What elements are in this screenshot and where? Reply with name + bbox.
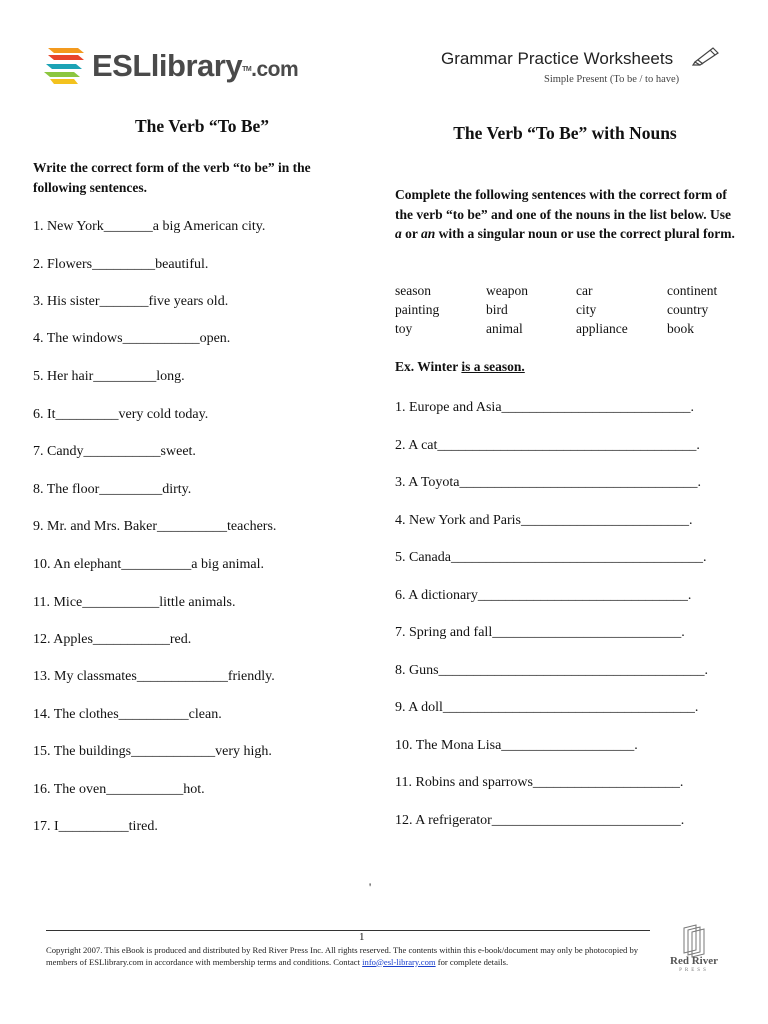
left-exercise-item: 16. The oven___________hot. [33, 782, 205, 797]
copyright-text-end: for complete details. [435, 956, 509, 967]
left-exercise-item: 4. The windows___________open. [33, 331, 231, 346]
instructions-text: Complete the following sentences with the correct form of the verb “to be” and one of the nouns in the list below. Use [395, 187, 732, 222]
left-section-title: The Verb “To Be” [134, 116, 270, 136]
books-stack-icon [44, 44, 88, 88]
left-exercise-item: 8. The floor_________dirty. [33, 482, 192, 497]
right-exercise-item: 5. Canada____________________________________. [395, 550, 707, 565]
right-exercise-item: 12. A refrigerator___________________________. [395, 813, 685, 828]
noun-option: weapon [486, 283, 528, 298]
contact-email-link[interactable]: info@esl-library.com [362, 956, 436, 967]
logo-text [92, 48, 298, 88]
noun-option: bird [486, 302, 508, 317]
right-exercise-item: 11. Robins and sparrows_____________________. [395, 775, 684, 790]
logo-trademark: TM [242, 66, 252, 73]
noun-option: continent [667, 283, 718, 298]
noun-option: car [576, 283, 593, 298]
logo-domain: .com [251, 58, 299, 81]
publisher-name: Red River [670, 955, 718, 967]
left-exercise-item: 9. Mr. and Mrs. Baker__________teachers. [33, 519, 277, 534]
left-exercise-item: 5. Her hair_________long. [33, 369, 185, 384]
noun-option: appliance [576, 321, 628, 336]
left-instructions: Write the correct form of the verb “to be” in the following sentences. [33, 160, 311, 195]
instructions-or: or [401, 226, 421, 241]
esl-library-logo [44, 44, 299, 92]
noun-option: toy [395, 321, 413, 336]
right-exercise-item: 10. The Mona Lisa___________________. [395, 738, 638, 753]
logo-wordmark: ESLlibrary [92, 48, 243, 83]
right-exercise-item: 4. New York and Paris________________________. [395, 513, 693, 528]
left-exercise-item: 15. The buildings____________very high. [33, 744, 272, 759]
left-exercise-item: 11. Mice___________little animals. [33, 595, 236, 610]
left-exercise-item: 13. My classmates_____________friendly. [33, 669, 275, 684]
noun-option: season [395, 283, 431, 298]
left-exercise-item: 1. New York_______a big American city. [33, 219, 266, 234]
worksheet-subtitle: Simple Present (To be / to have) [544, 74, 680, 85]
worksheet-series-title: Grammar Practice Worksheets [441, 49, 674, 68]
left-exercise-item: 12. Apples___________red. [33, 632, 192, 647]
noun-option: country [667, 302, 709, 317]
article-a: a [395, 226, 402, 241]
article-an: an [421, 226, 436, 241]
copyright-notice [46, 945, 658, 968]
right-exercise-item: 8. Guns______________________________________. [395, 663, 709, 678]
right-exercise-item: 3. A Toyota__________________________________. [395, 475, 701, 490]
left-exercise-item: 2. Flowers_________beautiful. [33, 257, 209, 272]
example-prefix: Ex. Winter [395, 359, 462, 374]
left-exercise-item: 3. His sister_______five years old. [33, 294, 229, 309]
left-exercise-item: 14. The clothes__________clean. [33, 707, 222, 722]
page-number: 1 [359, 931, 365, 943]
left-exercise-item: 7. Candy___________sweet. [33, 444, 196, 459]
right-exercise-item: 7. Spring and fall___________________________. [395, 625, 685, 640]
noun-option: painting [395, 302, 440, 317]
instructions-text-end: with a singular noun or use the correct plural form. [435, 226, 735, 241]
example-answer: is a season. [461, 359, 525, 374]
pencil-icon [691, 44, 721, 66]
right-exercise-item: 9. A doll____________________________________. [395, 700, 699, 715]
right-instructions [395, 185, 735, 244]
footer-divider [46, 930, 650, 931]
publisher-subtitle: PRESS [679, 968, 709, 973]
copyright-text: Copyright 2007. This eBook is produced and distributed by Red River Press Inc. All rights reserved. The contents within this e-book/document may only be photocopied by members of ESLlibrary.com in accordance with membership terms and conditions. Contact [46, 945, 639, 967]
noun-option: animal [486, 321, 523, 336]
noun-option: city [576, 302, 597, 317]
left-exercise-item: 10. An elephant__________a big animal. [33, 557, 264, 572]
right-exercise-item: 6. A dictionary______________________________. [395, 588, 692, 603]
right-section-title: The Verb “To Be” with Nouns [453, 123, 677, 143]
stray-mark: ' [369, 880, 372, 894]
right-exercise-item: 2. A cat_____________________________________. [395, 438, 700, 453]
left-exercise-item: 6. It_________very cold today. [33, 407, 209, 422]
noun-option: book [667, 321, 694, 336]
right-exercise-item: 1. Europe and Asia___________________________. [395, 400, 695, 415]
example-sentence [395, 359, 525, 375]
left-exercise-item: 17. I__________tired. [33, 819, 158, 834]
